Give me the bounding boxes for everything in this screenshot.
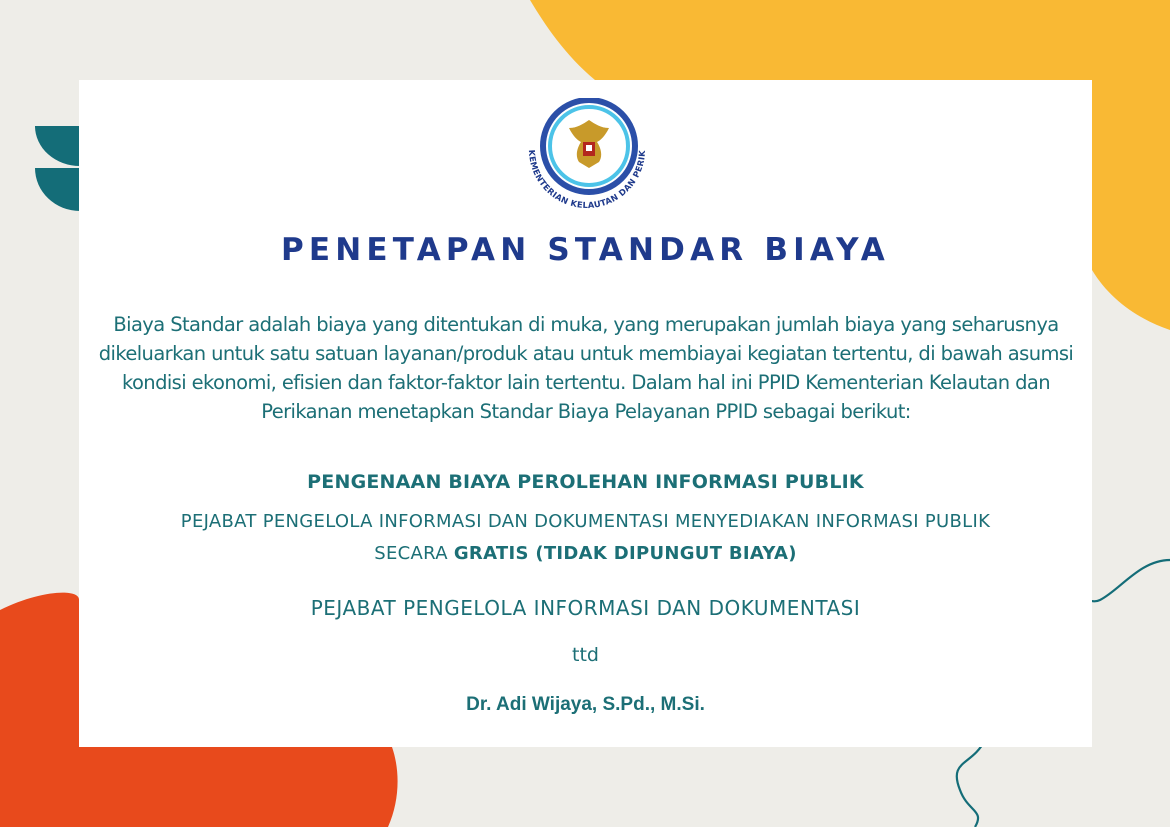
paragraph-line-3: kondisi ekonomi, efisien dan faktor-faktor lain tertentu. Dalam hal ini PPID Kementerian Kelautan dan [121, 371, 1051, 394]
signed-mark: ttd [572, 644, 599, 666]
section-line-2 [79, 538, 1092, 570]
definition-paragraph [96, 310, 1076, 426]
section-heading: PENGENAAN BIAYA PEROLEHAN INFORMASI PUBLIK [307, 471, 864, 493]
signer-name: Dr. Adi Wijaya, S.Pd., M.Si. [466, 694, 705, 715]
section-line-2-prefix: SECARA [374, 543, 448, 564]
logo-ring-text: KEMENTERIAN KELAUTAN DAN PERIK [526, 149, 648, 211]
kkp-emblem-icon [517, 98, 657, 218]
kkp-logo [517, 98, 657, 218]
free-of-charge-emphasis: GRATIS (TIDAK DIPUNGUT BIAYA) [453, 543, 797, 564]
official-title: PEJABAT PENGELOLA INFORMASI DAN DOKUMENTASI [310, 596, 861, 620]
page-title: PENETAPAN STANDAR BIAYA [280, 232, 890, 268]
paragraph-line-2: dikeluarkan untuk satu satuan layanan/produk atau untuk membiayai kegiatan tertentu, di bawah asumsi [98, 342, 1074, 365]
paragraph-line-4: Perikanan menetapkan Standar Biaya Pelayanan PPID sebagai berikut: [261, 400, 911, 423]
paragraph-line-1: Biaya Standar adalah biaya yang ditentukan di muka, yang merupakan jumlah biaya yang seharusnya [113, 313, 1059, 336]
section-line-1: PEJABAT PENGELOLA INFORMASI DAN DOKUMENTASI MENYEDIAKAN INFORMASI PUBLIK [180, 511, 991, 532]
section-body [79, 506, 1092, 570]
